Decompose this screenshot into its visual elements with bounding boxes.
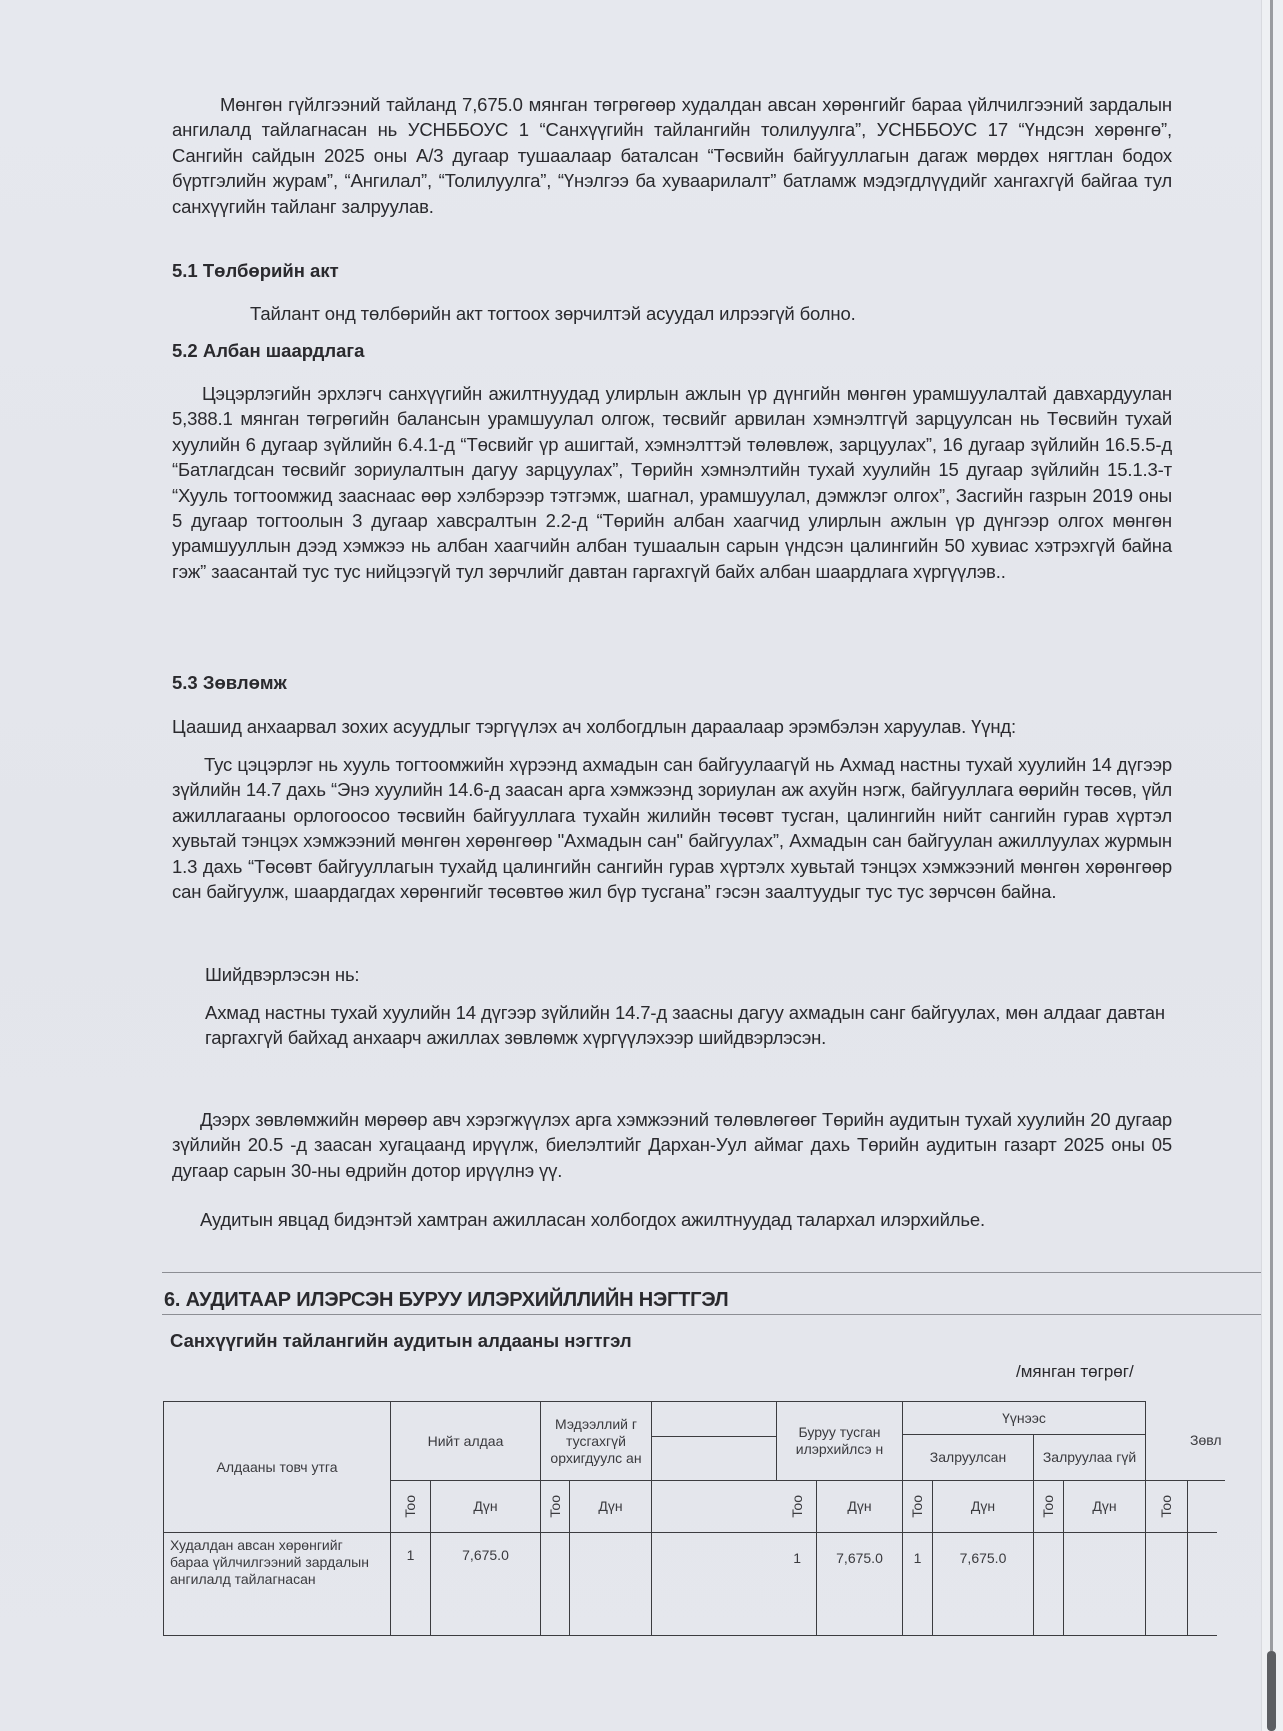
row-misstated-count: 1 [651, 1532, 817, 1636]
section-6-subtitle: Санхүүгийн тайлангийн аудитын алдааны нэгтгэл [170, 1330, 632, 1351]
section-5-1-block [250, 301, 1170, 326]
scrollbar-track[interactable] [1270, 0, 1273, 1651]
header-corrected-amount: Дүн [932, 1480, 1034, 1533]
section-5-3-text: Тус цэцэрлэг нь хууль тогтоомжийн хүрээнд ахмадын сан байгуулаагүй нь Ахмад настны тухай хуулийн 14 дүгээр зүйлийн 14.7 дахь “Энэ хуулийн 14.6-д заасан арга хэмжээнд зориулан аж ахуйн нэгж, байгууллага өөрийн төсөв, үйл ажиллагааны орлогоосоо төсвийн байгууллага тухайн жилийн төсөвт тусган, цалингийн нийт сангийн гурав хүртэл хувьтай тэнцэх хэмжээний мөнгөн хөрөнгөөр "Ахмадын сан" байгуулах”, Ахмадын сан байгуулан ажиллуулах журмын 1.3 дахь “Төсөвт байгууллагын тухайд цалингийн сангийн гурав хүртэлх хувьтай тэнцэх хэмжээний мөнгөн хөрөнгөөр сан байгуулж, шаардагдах хөрөнгийг төсөвтөө жил бүр тусгана” гэсэн заалтуудыг тус тус зөрчсөн байна. [172, 754, 1172, 903]
row-omitted-count [540, 1532, 570, 1636]
row-total-count: 1 [390, 1532, 431, 1636]
row-total-amount: 7,675.0 [430, 1532, 541, 1636]
row-not-corrected-amount [1063, 1532, 1146, 1636]
header-total-amount: Дүн [430, 1480, 541, 1533]
section-5-3-body-block [172, 752, 1172, 904]
header-of-which: Үүнээс [902, 1401, 1146, 1435]
header-recommendation: Зөвл [1145, 1401, 1225, 1481]
thanks-block [200, 1207, 1170, 1232]
header-misstated: Буруу тусган илэрхийлсэ н [776, 1401, 903, 1481]
section-5-2-text: Цэцэрлэгийн эрхлэгч санхүүгийн ажилтнуудад улирлын ажлын үр дүнгийн мөнгөн урамшуулалтай давхардуулан 5,388.1 мянган төгрөгийн балансын урамшуулал олгож, төсвийг арвилан хэмнэлтгүй зарцуулсан нь Төсвийн тухай хуулийн 6 дугаар зүйлийн 6.4.1-д “Төсвийг үр ашигтай, хэмнэлттэй төлөвлөж, зарцуулах”, 16 дугаар зүйлийн 16.5.5-д “Батлагдсан төсвийг зориулалтын дагуу зарцуулах”, Төрийн хэмнэлтийн тухай хуулийн 15 дугаар зүйлийн 15.1.3-т “Хууль тогтоомжид зааснаас өөр хэлбэрээр тэтгэмж, шагнал, урамшуулал, дэмжлэг олгох”, Засгийн газрын 2019 оны 5 дугаар тогтоолын 3 дугаар хавсралтын 2.2-д “Төрийн албан хаагчид улирлын ажлын үр дүнгээр олгох мөнгөн урамшууллын дээд хэмжээ нь албан хаагчийн албан тушаалын сарын үндсэн цалингийн 50 хувиас хэтрэхгүй байна гэж” заасантай тус тус нийцээгүй тул зөрчлийг давтан гаргахгүй байх албан шаардлага хүргүүлэв.. [172, 383, 1172, 582]
thanks-paragraph: Аудитын явцад бидэнтэй хамтран ажилласан холбогдох ажилтнуудад талархал илэрхийлье. [200, 1209, 986, 1230]
unit-label: /мянган төгрөг/ [1016, 1362, 1134, 1381]
header-corrected: Залруулсан [902, 1434, 1034, 1481]
decided-label: Шийдвэрлэсэн нь: [205, 964, 360, 985]
decided-label-block [205, 962, 1165, 987]
section-5-2-title: 5.2 Албан шаардлага [172, 340, 365, 361]
header-not-corrected-count: Too [1033, 1480, 1064, 1533]
decision-block [205, 1000, 1165, 1051]
intro-paragraph: Мөнгөн гүйлгээний тайланд 7,675.0 мянган төгрөгөөр худалдан авсан хөрөнгийг бараа үйлчилгээний зардалын ангилалд тайлагнасан нь УСНББОУС 1 “Санхүүгийн тайлангийн толилуулга”, УСНББОУС 17 “Үндсэн хөрөнгө”, Сангийн сайдын 2025 оны А/3 дугаар тушаалаар баталсан “Төсвийн байгууллагын дагаж мөрдөх нягтлан бодох бүртгэлийн журам”, “Ангилал”, “Толилуулга”, “Үнэлгээ ба хуваарилалт” батламж мэдэгдлүүдийг хангахгүй байгаа тул санхүүгийн тайланг залруулав. [172, 94, 1172, 217]
header-misstated-count: Too [651, 1480, 817, 1533]
section-5-3-intro-block [172, 714, 1172, 739]
header-empty-top [651, 1401, 777, 1437]
row-corrected-count: 1 [902, 1532, 933, 1636]
header-omitted-amount: Дүн [569, 1480, 652, 1533]
header-omitted-count: Too [540, 1480, 570, 1533]
section-5-3-title: 5.3 Зөвлөмж [172, 672, 287, 693]
header-description: Алдааны товч утга [163, 1401, 391, 1533]
header-not-corrected: Залруулаа гүй [1033, 1434, 1146, 1481]
scrollbar-thumb[interactable] [1267, 1651, 1276, 1731]
header-recommendation-amount-truncated [1187, 1480, 1217, 1533]
decision-text: Ахмад настны тухай хуулийн 14 дүгээр зүйлийн 14.7-д заасны дагуу ахмадын санг байгуулах, мөн алдааг давтан гаргахгүй байхад анхаарч ажиллах зөвлөмж хүргүүлэхээр шийдвэрлэсэн. [205, 1002, 1165, 1049]
followup-block [172, 1107, 1172, 1183]
row-recommendation-count [1145, 1532, 1188, 1636]
row-omitted-amount [569, 1532, 652, 1636]
row-recommendation-amount-truncated [1187, 1532, 1217, 1636]
section-5-1-text: Тайлант онд төлбөрийн акт тогтоох зөрчилтэй асуудал илрээгүй болно. [250, 303, 856, 324]
header-misstated-amount: Дүн [816, 1480, 903, 1533]
section-5-1-title: 5.1 Төлбөрийн акт [172, 260, 339, 281]
row-corrected-amount: 7,675.0 [932, 1532, 1034, 1636]
section-5-2-block [172, 381, 1172, 584]
followup-paragraph: Дээрх зөвлөмжийн мөрөөр авч хэрэгжүүлэх арга хэмжээний төлөвлөгөөг Төрийн аудитын тухай хуулийн 20 дугаар зүйлийн 20.5 -д заасан хугацаанд ирүүлж, биелэлтийг Дархан-Уул аймаг дахь Төрийн аудитын газарт 2025 оны 05 дугаар сарын 30-ны өдрийн дотор ирүүлнэ үү. [172, 1109, 1172, 1181]
row-misstated-amount: 7,675.0 [816, 1532, 903, 1636]
section-6-bottom-rule [162, 1314, 1278, 1315]
header-corrected-count: Too [902, 1480, 933, 1533]
vertical-scrollbar[interactable] [1261, 0, 1283, 1731]
section-6-title: 6. АУДИТААР ИЛЭРСЭН БУРУУ ИЛЭРХИЙЛЛИЙН НЭГТГЭЛ [164, 1289, 729, 1311]
header-total-count: Too [390, 1480, 431, 1533]
header-recommendation-count: Too [1145, 1480, 1188, 1533]
header-omitted: Мэдээллий г тусгахгүй орхигдуулс ан [540, 1401, 652, 1481]
section-5-3-intro: Цаашид анхаарвал зохих асуудлыг тэргүүлэх ач холбогдлын дараалаар эрэмбэлэн харуулав. Үүнд: [172, 716, 1017, 737]
header-empty-bottom [651, 1436, 777, 1481]
row-description: Худалдан авсан хөрөнгийг бараа үйлчилгээний зардалын ангилалд тайлагнасан [163, 1532, 391, 1636]
section-6-top-rule [162, 1272, 1278, 1273]
header-not-corrected-amount: Дүн [1063, 1480, 1146, 1533]
row-not-corrected-count [1033, 1532, 1064, 1636]
header-total-error: Нийт алдаа [390, 1401, 541, 1481]
intro-paragraph-block [172, 92, 1172, 219]
